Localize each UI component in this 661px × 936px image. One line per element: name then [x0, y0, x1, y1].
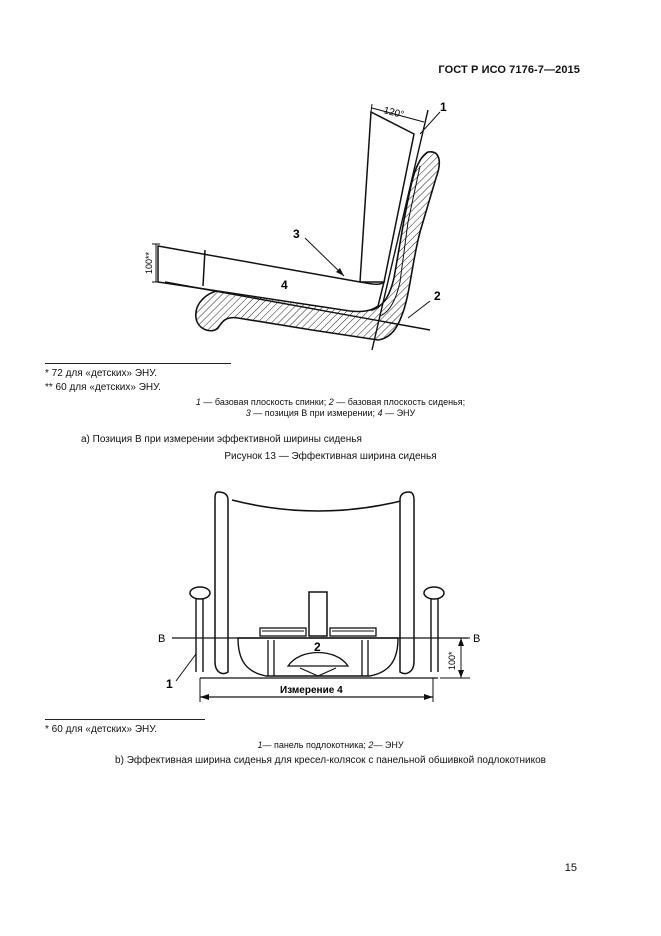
figure-a-diagram [140, 95, 460, 355]
footnote-a1: * 72 для «детских» ЭНУ. [45, 368, 158, 379]
dim-100-b: 100* [447, 651, 457, 670]
label-2-b: 2 [314, 640, 321, 654]
right-armrest-cap [424, 587, 444, 599]
label-1: 1 [440, 100, 447, 114]
label-b-right: B [473, 633, 481, 645]
label-1-b: 1 [166, 677, 173, 691]
left-post [215, 492, 228, 674]
angle-120: 120° [382, 105, 406, 121]
footnote-rule [45, 363, 231, 364]
center-post [309, 592, 327, 636]
footnote-rule-b [45, 719, 205, 720]
right-post [400, 492, 414, 674]
footnote-a2: ** 60 для «детских» ЭНУ. [45, 382, 161, 393]
subcaption-a: а) Позиция В при измерении эффективной ширины сиденья [81, 434, 362, 445]
figure-b-diagram [150, 488, 490, 710]
label-3: 3 [293, 227, 300, 241]
left-armrest-cap [190, 587, 210, 599]
page-number: 15 [564, 862, 577, 874]
label-4: 4 [281, 278, 288, 292]
label-b-left: B [158, 633, 166, 645]
measurement-label: Измерение 4 [280, 685, 343, 696]
standard-header: ГОСТ Р ИСО 7176-7—2015 [438, 64, 580, 76]
legend-b: 1— панель подлокотника; 2— ЭНУ [257, 740, 404, 750]
dim-100: 100** [144, 251, 154, 274]
subcaption-b: b) Эффективная ширина сиденья для кресел-колясок с панельной обшивкой подлокотников [115, 755, 546, 766]
label-2: 2 [434, 289, 441, 303]
legend-a-line2: 3 — позиция В при измерении; 4 — ЭНУ [245, 408, 416, 418]
legend-a-line1: 1 — базовая плоскость спинки; 2 — базовая плоскость сиденья; [195, 397, 466, 407]
figure-title: Рисунок 13 — Эффективная ширина сиденья [224, 451, 437, 462]
footnote-b1: * 60 для «детских» ЭНУ. [45, 724, 158, 735]
